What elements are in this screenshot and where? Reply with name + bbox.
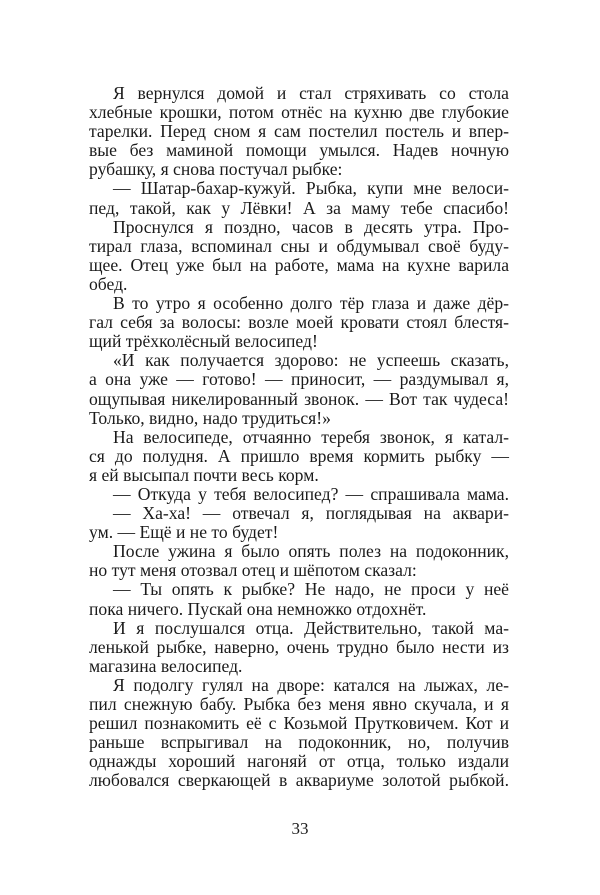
- text-line: решил познакомить её с Козьмой Прутковичем. Кот и: [89, 713, 509, 734]
- text-line: — Ты опять к рыбке? Не надо, не проси у неё: [113, 579, 509, 600]
- text-line: И я послушался отца. Действительно, такой ма-: [113, 617, 509, 638]
- text-line: обед.: [89, 273, 128, 294]
- text-line: хлебные крошки, потом отнёс на кухню две глубокие: [89, 102, 509, 123]
- text-line: но тут меня отозвал отец и шёпотом сказал:: [89, 560, 417, 581]
- text-line: любовался сверкающей в аквариуме золотой рыбкой.: [89, 770, 509, 791]
- text-line: — Ха-ха! — отвечал я, поглядывая на аквари-: [113, 503, 509, 524]
- text-line: магазина велосипед.: [89, 655, 243, 676]
- text-line: ум. — Ещё и не то будет!: [89, 522, 279, 543]
- text-line: тирал глаза, вспоминал сны и обдумывал своё буду-: [89, 235, 509, 256]
- text-line: «И как получается здорово: не успеешь сказать,: [113, 350, 509, 371]
- page-number: 33: [291, 819, 309, 838]
- text-line: После ужина я было опять полез на подоконник,: [113, 541, 509, 562]
- text-line: Проснулся я поздно, часов в десять утра. Про-: [113, 216, 509, 237]
- body-text: [89, 84, 509, 790]
- text-line: щее. Отец уже был на работе, мама на кухне варила: [89, 254, 509, 275]
- text-line: я ей высыпал почти весь корм.: [89, 464, 319, 485]
- text-line: пил снежную бабу. Рыбка без меня явно скучала, и я: [89, 694, 509, 714]
- text-line: Я подолгу гулял на дворе: катался на лыжах, ле-: [113, 674, 509, 695]
- text-line: гал себя за волосы: возле моей кровати стоял блестя-: [89, 312, 509, 333]
- text-line: — Шатар-бахар-кужуй. Рыбка, купи мне велоси-: [113, 178, 509, 199]
- text-line: В то утро я особенно долго тёр глаза и даже дёр-: [113, 293, 509, 314]
- text-line: ся до полудня. А пришло время кормить рыбку —: [89, 445, 509, 466]
- text-line: Я вернулся домой и стал стряхивать со стола: [113, 83, 509, 103]
- text-line: раньше вспрыгивал на подоконник, но, получив: [89, 732, 509, 753]
- text-line: — Откуда у тебя велосипед? — спрашивала мама.: [113, 483, 509, 504]
- text-line: ленькой рыбке, наверно, очень трудно было нести из: [89, 636, 509, 657]
- text-line: На велосипеде, отчаянно теребя звонок, я катал-: [113, 426, 509, 447]
- text-line: тарелки. Перед сном я сам постелил постель и впер-: [89, 121, 509, 142]
- text-line: Только, видно, надо трудиться!»: [89, 407, 331, 428]
- text-line: однажды хороший нагоняй от отца, только издали: [89, 751, 509, 772]
- text-line: рубашку, я снова постучал рыбке:: [89, 159, 343, 180]
- text-line: а она уже — готово! — приносит, — раздумывал я,: [89, 369, 509, 390]
- text-line: ощупывая никелированный звонок. — Вот так чудеса!: [89, 388, 509, 409]
- text-line: пока ничего. Пускай она немножко отдохнёт.: [89, 598, 427, 619]
- text-line: щий трёхколёсный велосипед!: [89, 331, 318, 352]
- text-line: пед, такой, как у Лёвки! А за маму тебе спасибо!: [89, 197, 509, 218]
- text-line: вые без маминой помощи умылся. Надев ночную: [89, 140, 509, 161]
